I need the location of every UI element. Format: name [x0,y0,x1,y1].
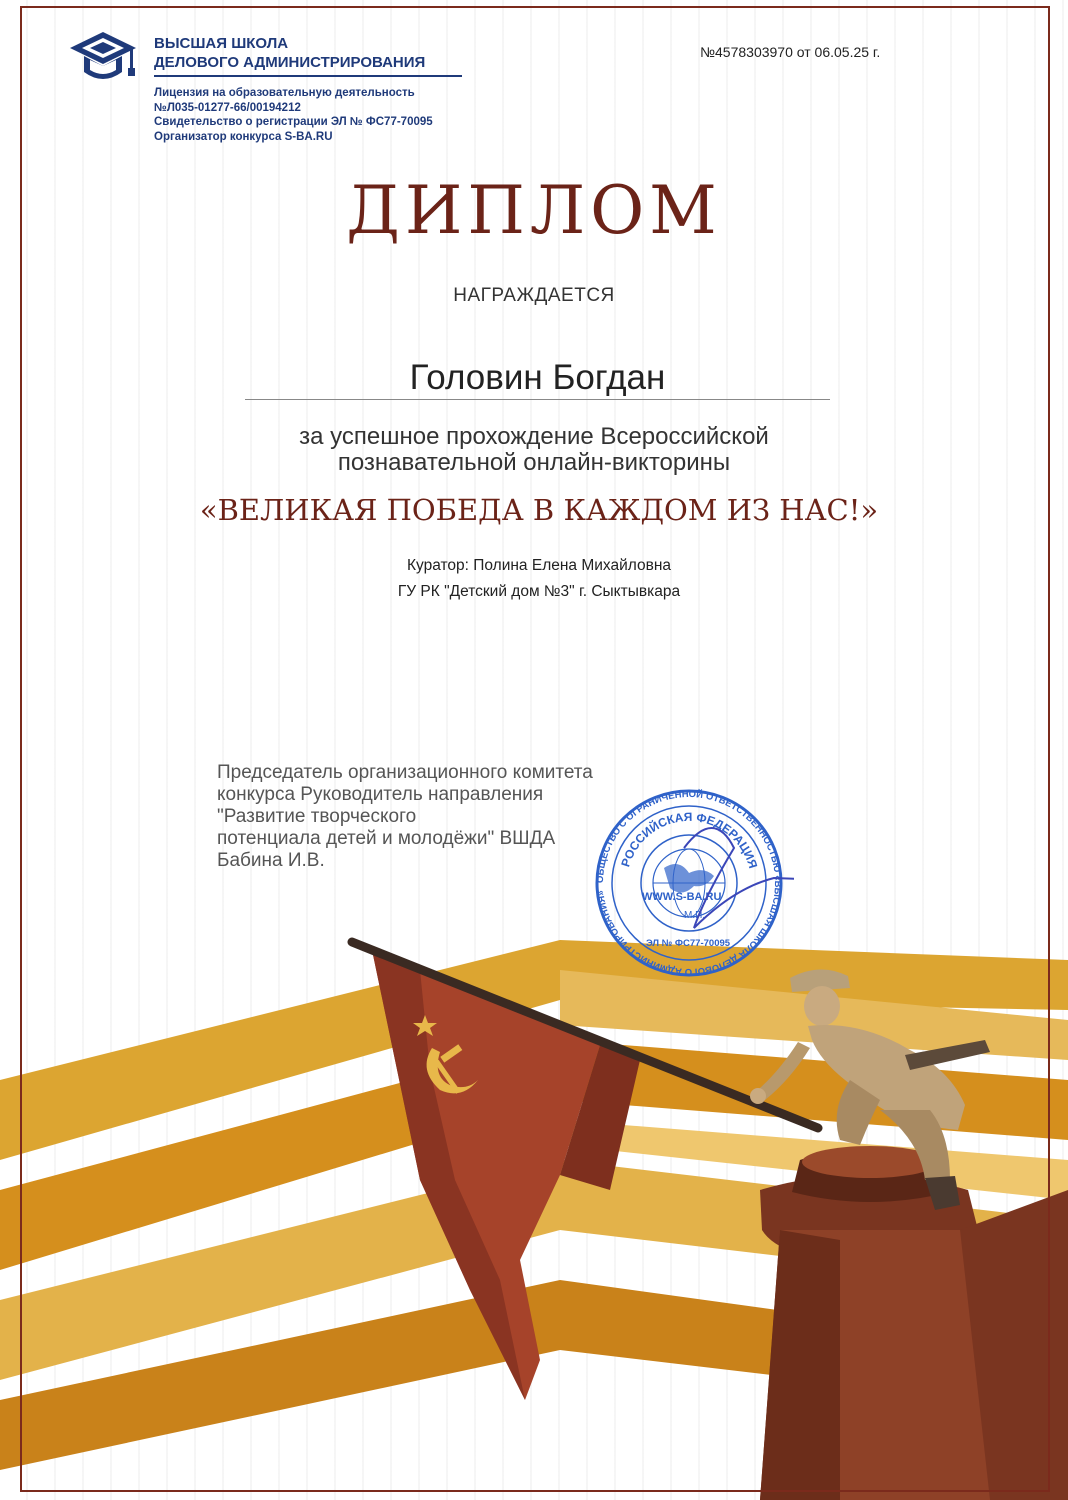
victory-banner-illustration [0,930,1068,1500]
organization-name-line2: ДЕЛОВОГО АДМИНИСТРИРОВАНИЯ [154,54,426,71]
recipient-underline [245,399,830,400]
seal-mp: М.П. [684,910,706,921]
document-number: №4578303970 от 06.05.25 г. [700,44,881,60]
institution-name: ГУ РК "Детский дом №3" г. Сыктывкара [397,583,681,600]
signatory-name: Бабина И.В. [217,850,325,871]
signatory-line4: потенциала детей и молодёжи" ВШДА [217,828,556,849]
award-reason-line1: за успешное прохождение Всероссийской [299,423,769,450]
quiz-title: «ВЕЛИКАЯ ПОБЕДА В КАЖДОМ ИЗ НАС!» [199,493,879,527]
signatory-line3: "Развитие творческого [217,806,417,827]
signatory-line1: Председатель организационного комитета [217,762,593,783]
registration-certificate: Свидетельство о регистрации ЭЛ № ФС77-70095 [154,116,433,128]
contest-organizer: Организатор конкурса S-BA.RU [154,130,333,143]
organization-name [154,34,425,72]
pedestal [760,1146,1068,1500]
awarded-label: НАГРАЖДАЕТСЯ [453,285,615,306]
graduation-cap-icon [68,28,138,88]
signatory-line2: конкурса Руководитель направления [217,784,544,805]
award-reason [0,424,1068,476]
organization-name-line1: ВЫСШАЯ ШКОЛА [154,35,289,52]
license-label: Лицензия на образовательную деятельность [154,87,415,99]
organization-details [154,86,433,144]
svg-text:РОССИЙСКАЯ ФЕДЕРАЦИЯ [618,810,760,870]
seal-country-text: РОССИЙСКАЯ ФЕДЕРАЦИЯ [618,809,761,870]
award-reason-line2: познавательной онлайн-викторины [337,449,731,476]
seal-outer-text: ОБЩЕСТВО С ОГРАНИЧЕННОЙ ОТВЕТСТВЕННОСТЬЮ «ВЫСШАЯ ШКОЛА ДЕЛОВОГО АДМИНИСТРИРОВАНИЯ» [594,788,784,978]
signatory-block [217,762,637,872]
license-number: №Л035-01277-66/00194212 [154,101,301,114]
diploma-title: ДИПЛОМ [346,172,722,249]
organization-divider [154,75,462,77]
curator-block [0,553,1068,605]
seal-registration: ЭЛ № ФС77-70095 [646,938,731,949]
official-seal [584,788,794,978]
recipient-name: Головин Богдан [409,358,666,397]
seal-website: WWW.S-BA.RU [642,891,722,903]
curator-name: Куратор: Полина Елена Михайловна [406,557,672,574]
